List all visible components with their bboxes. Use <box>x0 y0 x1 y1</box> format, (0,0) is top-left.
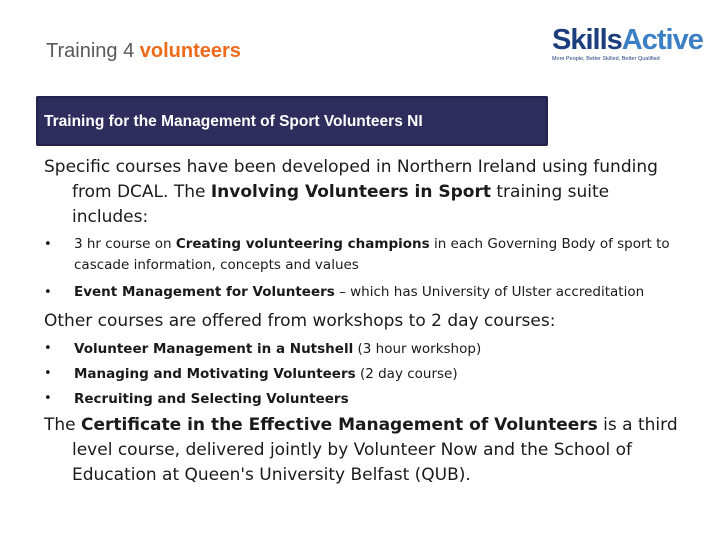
banner-text: Training for the Management of Sport Volunteers NI <box>44 113 423 130</box>
other-courses-paragraph: Other courses are offered from workshops to 2 day courses: <box>44 311 556 331</box>
section-banner <box>36 96 548 146</box>
skillsactive-logo <box>552 24 703 66</box>
list-item <box>44 388 684 410</box>
other-courses-list <box>44 338 684 410</box>
item-bold: Managing and Motivating Volunteers <box>74 366 356 382</box>
bullet-icon: • <box>44 237 52 252</box>
suite-list <box>44 234 684 303</box>
bullet-icon: • <box>44 285 52 300</box>
bullet-icon: • <box>44 341 52 356</box>
list-item <box>44 282 684 303</box>
list-item <box>44 338 684 360</box>
logo-wordmark <box>552 24 703 56</box>
item-post: (2 day course) <box>355 366 458 382</box>
title-accent: volunteers <box>139 40 241 62</box>
bullet-icon: • <box>44 391 52 406</box>
item-post: (3 hour workshop) <box>353 341 482 357</box>
slide-title <box>46 40 241 63</box>
cert-pre: The <box>44 415 82 435</box>
logo-tagline: More People, Better Skilled, Better Qualified <box>552 56 660 62</box>
intro-paragraph <box>44 155 684 230</box>
intro-text-2: training suite includes: <box>72 182 610 227</box>
slide-content <box>44 155 684 488</box>
item-bold: Volunteer Management in a Nutshell <box>74 341 354 357</box>
item-post: in each Governing Body of sport to cascade information, concepts and values <box>74 236 670 273</box>
logo-word-active: Active <box>621 24 703 56</box>
certificate-paragraph <box>44 413 684 488</box>
title-prefix: Training 4 <box>46 40 140 62</box>
item-bold: Creating volunteering champions <box>175 236 430 252</box>
item-pre: 3 hr course on <box>74 236 176 252</box>
item-bold: Event Management for Volunteers <box>74 284 335 300</box>
list-item <box>44 363 684 385</box>
intro-text-1: Specific courses have been developed in Northern Ireland using funding from DCAL. The <box>44 157 658 202</box>
list-item <box>44 234 684 276</box>
intro-bold: Involving Volunteers in Sport <box>210 182 491 202</box>
cert-post: is a third level course, delivered jointly by Volunteer Now and the School of Education at Queen's University Belfast (QUB). <box>72 415 678 485</box>
cert-bold: Certificate in the Effective Management of Volunteers <box>81 415 598 435</box>
item-post: – which has University of Ulster accreditation <box>334 284 645 300</box>
item-bold: Recruiting and Selecting Volunteers <box>74 391 349 407</box>
logo-word-skills: Skills <box>552 24 622 56</box>
bullet-icon: • <box>44 366 52 381</box>
